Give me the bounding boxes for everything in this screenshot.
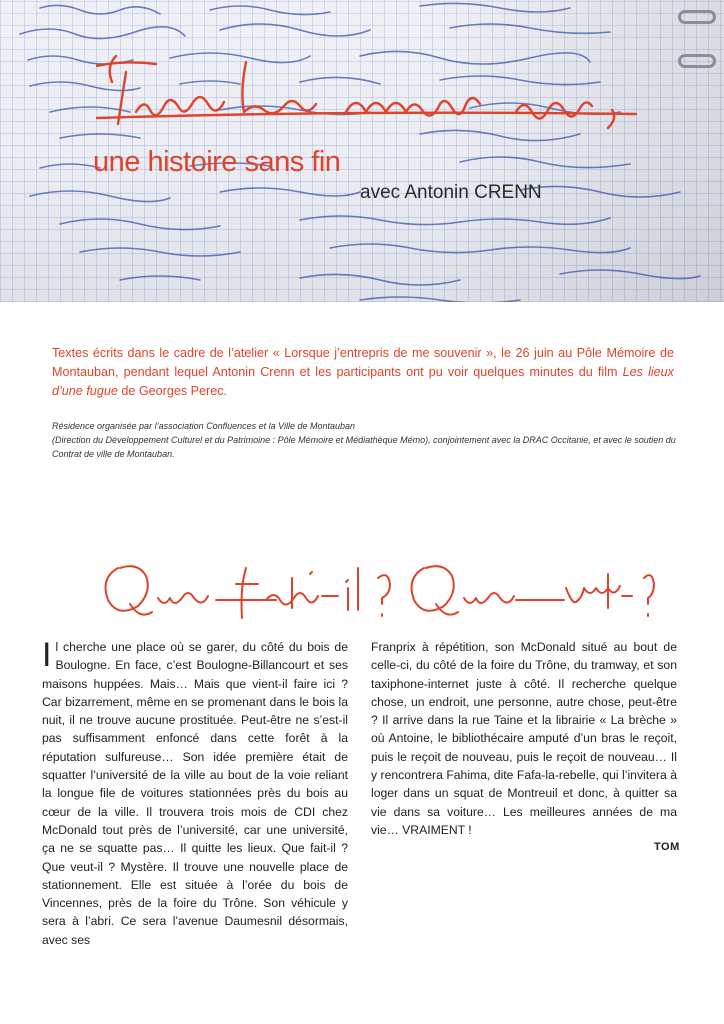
article-column-right: [371, 638, 677, 839]
script-title: [96, 52, 656, 132]
credits: [52, 419, 692, 461]
drop-cap: I: [42, 636, 52, 674]
heading-text: Que fait-il ? Que veut-il ?: [96, 548, 108, 549]
author-signature: TOM: [654, 841, 680, 853]
binder-ring: [678, 10, 716, 24]
intro-paragraph: [52, 344, 674, 401]
column-text: l cherche une place où se garer, du côté du bois de Boulogne. En face, c’est Boulogne-Billancourt et ses maisons huppées. Mais… Mais que vient-il faire ici ? Car bizarrement, même en se promenant dans le bois la nuit, il ne trouve aucune prostituée. Peut-être ne s’est-il pas suffisamment enfoncé dans cette forêt à la réputation sulfureuse… Son idée première était de squatter l’université de la ville au bout de la voie reliant la longue file de voitures stationnées près du bois au cœur de la ville. Il trouvera trois mois de CDI chez McDonald tout près de l’université, car une université, ça ne se squatte pas… Il quitte les lieux. Que fait-il ? Que veut-il ? Mystère. Il trouve une nouvelle place de stationnement. Elle est située à l’orée du bois de Vincennes, près de la foire du Trône. Son véhicule y sera à l’abri. Ce sera l’avenue Daumesnil désormais, avec ses: [42, 640, 348, 947]
binder-ring: [678, 54, 716, 68]
header-photo: [0, 0, 724, 302]
article-column-left: [42, 638, 348, 949]
column-text: Franprix à répétition, son McDonald situé au bout de celle-ci, du côté de la foire du Trône, du tramway, et son taxiphone-internet juste à côté. Il recherche quelque chose, un endroit, une personne, autre chose, peut-être ? Il arrive dans la rue Taine et la librairie « La brèche » où Antoine, le bibliothécaire amputé d’un bras le reçoit, puis le reçoit de nouveau, puis le reçoit de nouveau… Il y rencontrera Fahima, dite Fafa-la-rebelle, qui l’invitera à loger dans un squat de Montreuil et donc, à quitter sa vie dans sa voiture… Les meilleures années de ma vie… VRAIMENT !: [371, 640, 677, 837]
page-subtitle: une histoire sans fin: [93, 146, 341, 178]
article-heading: [96, 548, 656, 628]
credits-line: Résidence organisée par l’association Confluences et la Ville de Montauban: [52, 421, 356, 431]
author-prefix: avec: [360, 182, 401, 203]
intro-text: Textes écrits dans le cadre de l’atelier « Lorsque j’entrepris de me souvenir », le 26 juin au Pôle Mémoire de Montauban, pendant lequel Antonin Crenn et les participants ont pu voir quelques minutes du film: [52, 346, 674, 379]
author-name: Antonin CRENN: [404, 182, 542, 203]
film-title: Les lieux d’une fugue: [52, 365, 674, 398]
credits-line: (Direction du Développement Culturel et du Patrimoine : Pôle Mémoire et Médiathèque Mémo), conjointement avec la DRAC Occitanie, et avec le soutien du Contrat de ville de Montauban.: [52, 435, 676, 459]
title-text: Tisser la mémoire,: [96, 52, 105, 53]
author-line: [360, 182, 542, 204]
intro-text-end: de Georges Perec.: [117, 384, 228, 398]
